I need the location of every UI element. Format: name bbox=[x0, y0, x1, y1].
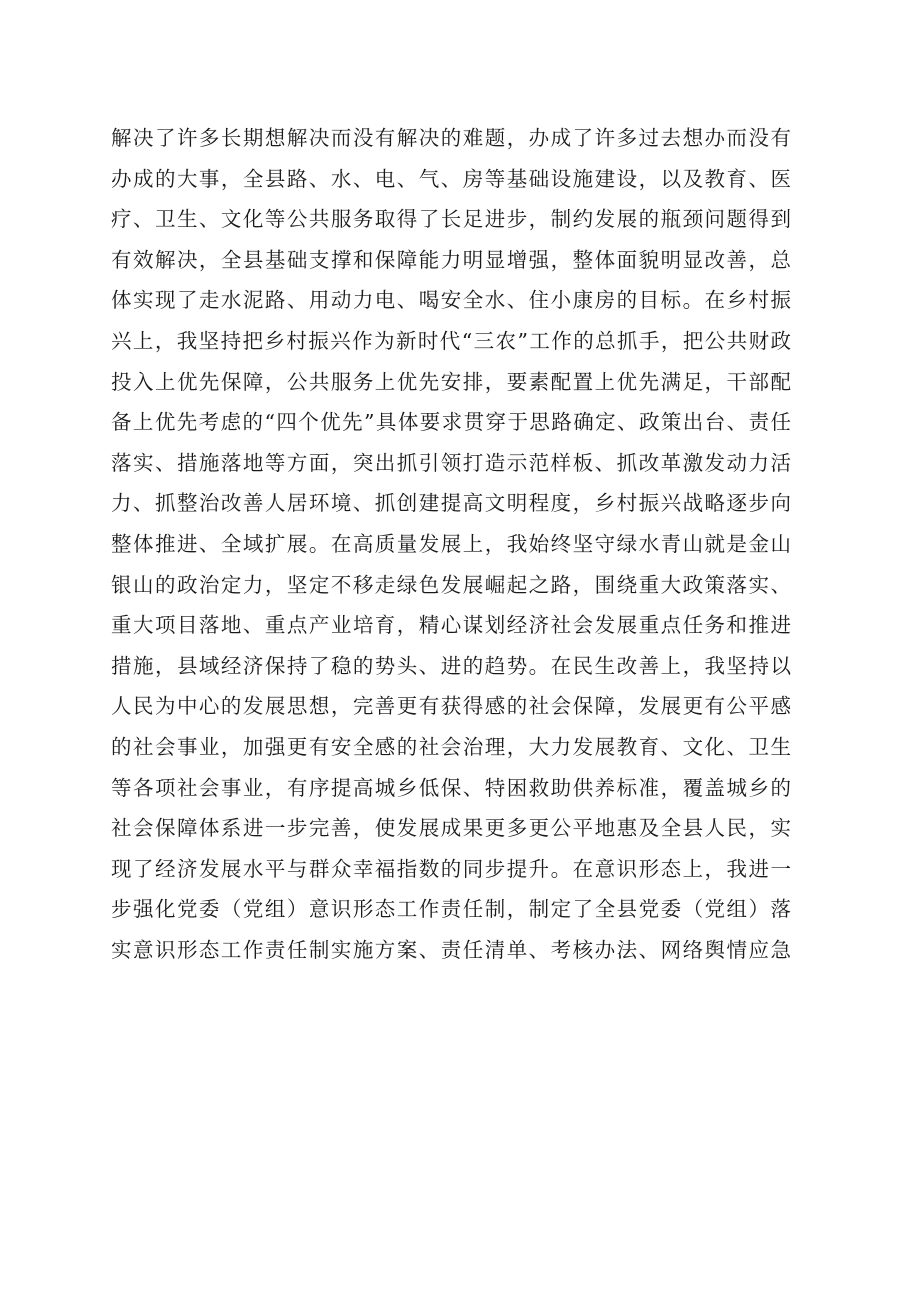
text-line-11: 整体推进、全域扩展。在高质量发展上，我始终坚守绿水青山就是金山 bbox=[111, 531, 791, 556]
text-line-18: 社会保障体系进一步完善，使发展成果更多更公平地惠及全县人民，实 bbox=[111, 816, 791, 841]
body-text bbox=[111, 118, 791, 970]
text-line-2: 办成的大事，全县路、水、电、气、房等基础设施建设，以及教育、医 bbox=[111, 166, 791, 191]
text-line-20: 步强化党委（党组）意识形态工作责任制，制定了全县党委（党组）落 bbox=[111, 897, 791, 922]
text-line-17: 等各项社会事业，有序提高城乡低保、特困救助供养标准，覆盖城乡的 bbox=[111, 775, 791, 800]
text-line-3: 疗、卫生、文化等公共服务取得了长足进步，制约发展的瓶颈问题得到 bbox=[111, 207, 791, 232]
text-line-9: 落实、措施落地等方面，突出抓引领打造示范样板、抓改革激发动力活 bbox=[111, 450, 791, 475]
text-line-19: 现了经济发展水平与群众幸福指数的同步提升。在意识形态上，我进一 bbox=[111, 856, 791, 881]
text-line-8: 备上优先考虑的“四个优先”具体要求贯穿于思路确定、政策出台、责任 bbox=[111, 410, 791, 435]
text-line-12: 银山的政治定力，坚定不移走绿色发展崛起之路，围绕重大政策落实、 bbox=[111, 572, 791, 597]
text-line-7: 投入上优先保障，公共服务上优先安排，要素配置上优先满足，干部配 bbox=[111, 369, 791, 394]
text-line-5: 体实现了走水泥路、用动力电、喝安全水、住小康房的目标。在乡村振 bbox=[111, 288, 791, 313]
text-line-16: 的社会事业，加强更有安全感的社会治理，大力发展教育、文化、卫生 bbox=[111, 734, 791, 759]
text-line-15: 人民为中心的发展思想，完善更有获得感的社会保障，发展更有公平感 bbox=[111, 694, 791, 719]
text-line-6: 兴上，我坚持把乡村振兴作为新时代“三农”工作的总抓手，把公共财政 bbox=[111, 328, 791, 353]
text-line-4: 有效解决，全县基础支撑和保障能力明显增强，整体面貌明显改善，总 bbox=[111, 247, 791, 272]
text-line-1: 解决了许多长期想解决而没有解决的难题，办成了许多过去想办而没有 bbox=[111, 126, 791, 150]
text-line-13: 重大项目落地、重点产业培育，精心谋划经济社会发展重点任务和推进 bbox=[111, 613, 791, 638]
text-line-10: 力、抓整治改善人居环境、抓创建提高文明程度，乡村振兴战略逐步向 bbox=[111, 491, 791, 516]
text-line-14: 措施，县域经济保持了稳的势头、进的趋势。在民生改善上，我坚持以 bbox=[111, 653, 791, 678]
text-line-21: 实意识形态工作责任制实施方案、责任清单、考核办法、网络舆情应急 bbox=[111, 937, 791, 962]
